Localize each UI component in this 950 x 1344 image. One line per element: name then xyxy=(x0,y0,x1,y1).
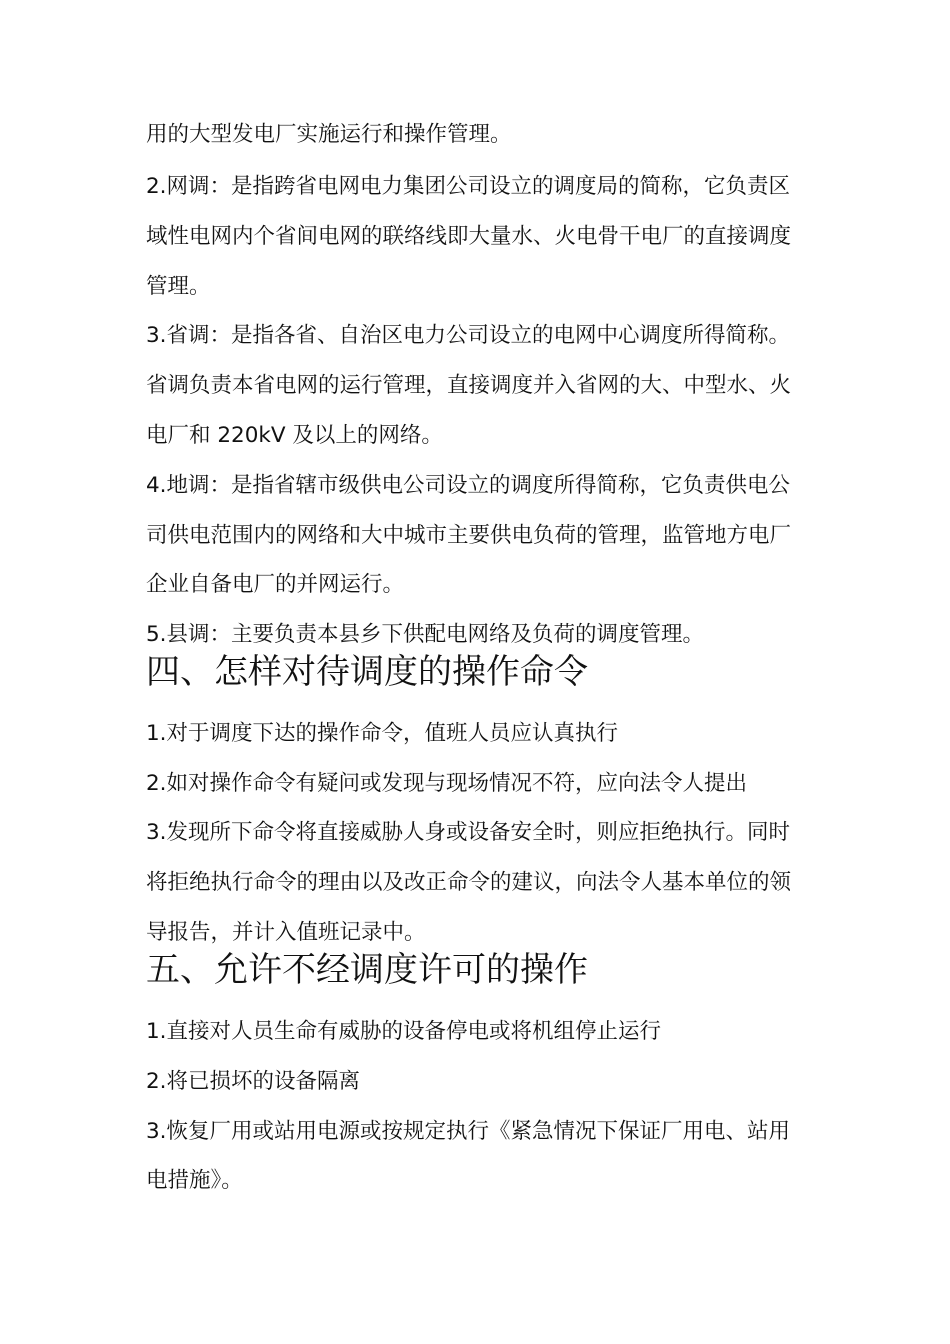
paragraph-line: 1.对于调度下达的操作命令，值班人员应认真执行 xyxy=(146,721,619,746)
paragraph-line: 省调负责本省电网的运行管理，直接调度并入省网的大、中型水、火 xyxy=(146,373,792,398)
paragraph-line: 用的大型发电厂实施运行和操作管理。 xyxy=(146,122,512,147)
paragraph-line: 将拒绝执行命令的理由以及改正命令的建议，向法令人基本单位的领 xyxy=(146,870,792,895)
paragraph-line: 2.如对操作命令有疑问或发现与现场情况不符，应向法令人提出 xyxy=(146,771,748,796)
section-heading-5: 五、允许不经调度许可的操作 xyxy=(146,950,588,990)
paragraph-line: 管理。 xyxy=(146,274,211,299)
paragraph-line: 电措施》。 xyxy=(146,1168,243,1193)
paragraph-line: 企业自备电厂的并网运行。 xyxy=(146,572,405,597)
paragraph-line: 2.将已损坏的设备隔离 xyxy=(146,1069,361,1094)
paragraph-line: 3.恢复厂用或站用电源或按规定执行《紧急情况下保证厂用电、站用 xyxy=(146,1119,791,1144)
paragraph-line: 3.发现所下命令将直接威胁人身或设备安全时，则应拒绝执行。同时 xyxy=(146,820,791,845)
paragraph-line: 5.县调：主要负责本县乡下供配电网络及负荷的调度管理。 xyxy=(146,622,705,647)
paragraph-line: 域性电网内个省间电网的联络线即大量水、火电骨干电厂的直接调度 xyxy=(146,224,792,249)
paragraph-line: 1.直接对人员生命有威胁的设备停电或将机组停止运行 xyxy=(146,1019,662,1044)
paragraph-line: 2.网调：是指跨省电网电力集团公司设立的调度局的简称，它负责区 xyxy=(146,174,791,199)
paragraph-line: 司供电范围内的网络和大中城市主要供电负荷的管理，监管地方电厂 xyxy=(146,523,792,548)
paragraph-line: 导报告，并计入值班记录中。 xyxy=(146,920,426,945)
paragraph-line: 3.省调：是指各省、自治区电力公司设立的电网中心调度所得简称。 xyxy=(146,323,791,348)
section-heading-4: 四、怎样对待调度的操作命令 xyxy=(146,652,588,692)
paragraph-line: 电厂和 220kV 及以上的网络。 xyxy=(146,423,443,448)
paragraph-line: 4.地调：是指省辖市级供电公司设立的调度所得简称，它负责供电公 xyxy=(146,473,791,498)
